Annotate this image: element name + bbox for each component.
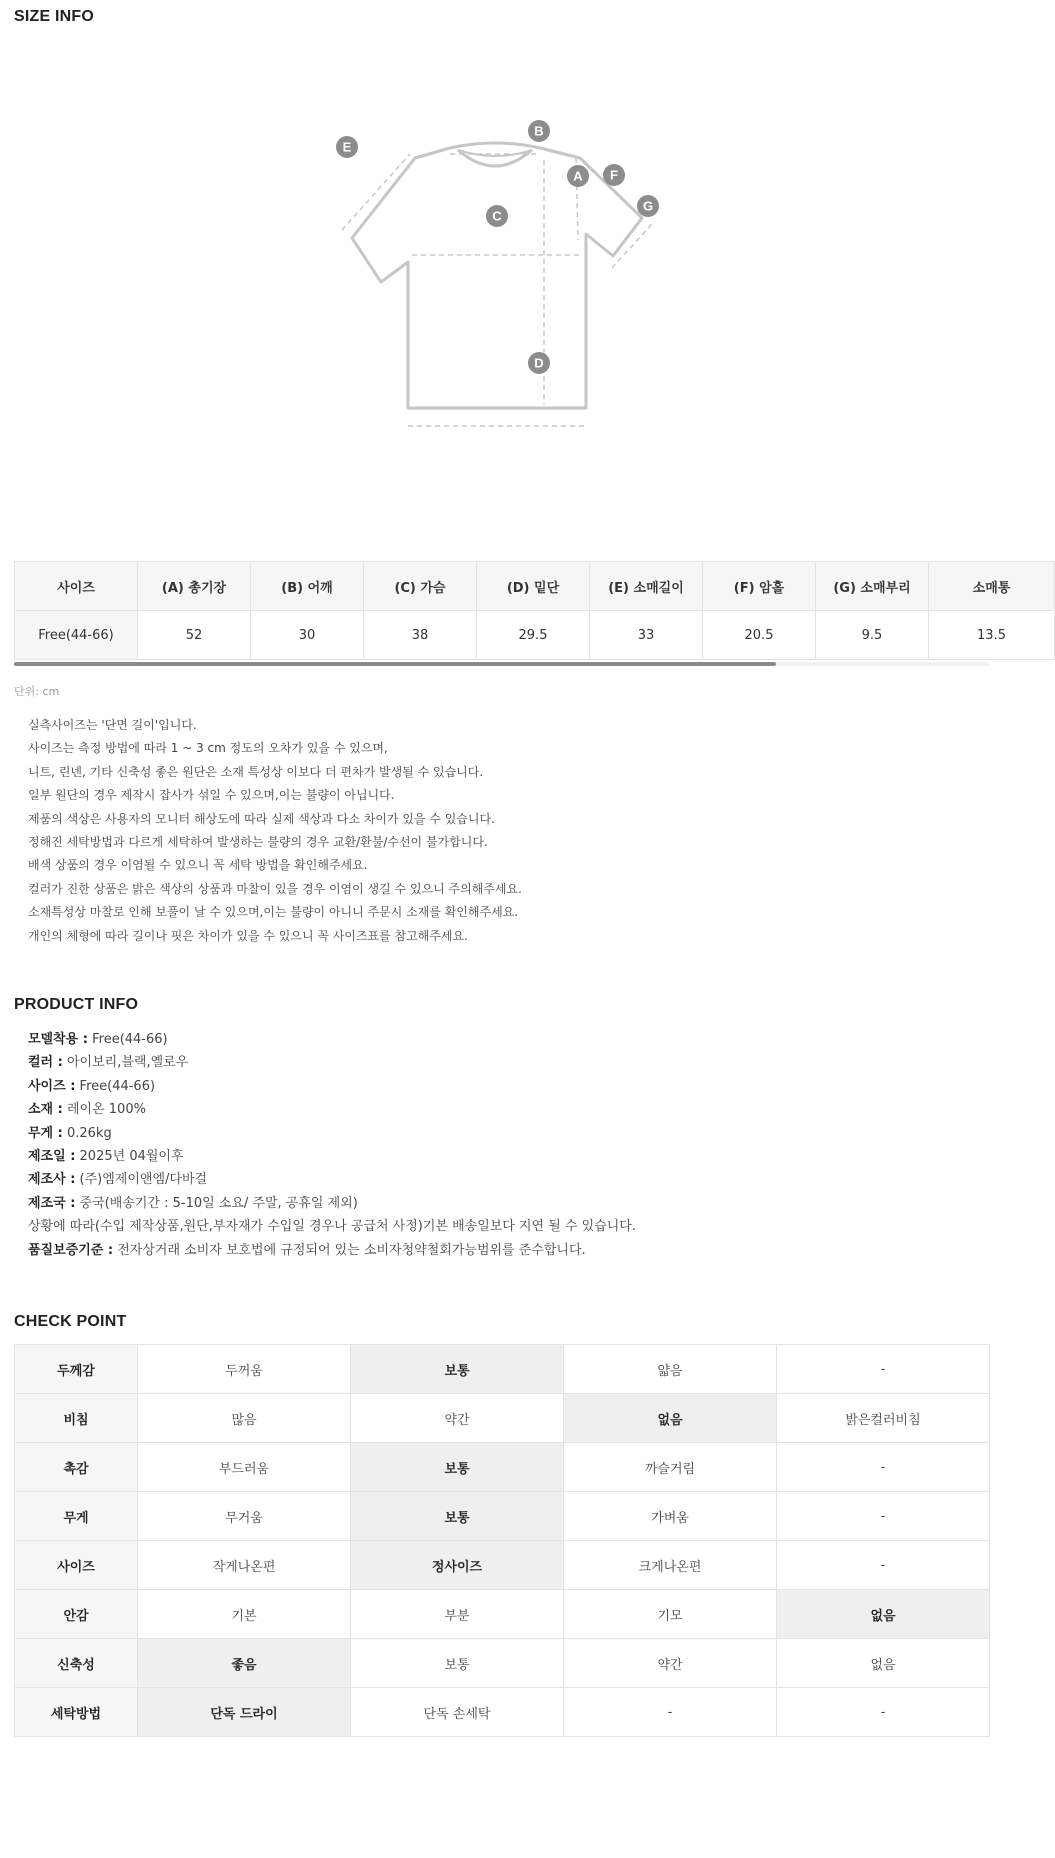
- size-col-header: (C) 가슴: [364, 562, 477, 611]
- size-note: 니트, 린넨, 기타 신축성 좋은 원단은 소재 특성상 이보다 더 편차가 발생될 수 있습니다.: [28, 764, 484, 779]
- check-option: -: [777, 1345, 990, 1394]
- check-option: 단독 손세탁: [351, 1688, 564, 1737]
- marker-d: [528, 352, 550, 374]
- marker-f: [603, 164, 625, 186]
- check-point-table: [14, 1344, 990, 1737]
- check-option: 까슬거림: [564, 1443, 777, 1492]
- check-option: 무거움: [138, 1492, 351, 1541]
- size-col-header: 사이즈: [15, 562, 138, 611]
- size-notes-list: [28, 714, 522, 948]
- check-option: 얇음: [564, 1345, 777, 1394]
- size-table-scroll[interactable]: [14, 561, 1011, 660]
- check-option-selected: 보통: [351, 1345, 564, 1394]
- size-note: 사이즈는 측정 방법에 따라 1 ~ 3 cm 정도의 오차가 있을 수 있으며,: [28, 741, 388, 756]
- size-table-header-row: [15, 562, 1055, 611]
- product-info-value: 레이온 100%: [62, 1102, 146, 1118]
- size-col-header: (E) 소매길이: [590, 562, 703, 611]
- product-info-item: [28, 1122, 636, 1145]
- size-col-header: 소매통: [929, 562, 1055, 611]
- size-cell: 13.5: [929, 611, 1055, 660]
- size-col-header: (B) 어깨: [251, 562, 364, 611]
- size-cell: 20.5: [703, 611, 816, 660]
- size-cell: 33: [590, 611, 703, 660]
- unit-note: 단위: cm: [14, 685, 60, 698]
- size-note: 소재특성상 마찰로 인해 보풀이 날 수 있으며,이는 불량이 아니니 주문시 소재를 확인해주세요.: [28, 905, 519, 920]
- product-info-item: [28, 1168, 636, 1191]
- product-info-item: [28, 1028, 636, 1051]
- product-info-item: [28, 1239, 636, 1262]
- marker-label: C: [492, 208, 502, 224]
- product-info-value: 2025년 04월이후: [75, 1149, 184, 1165]
- check-option: -: [777, 1688, 990, 1737]
- product-info-value: 0.26kg: [62, 1125, 112, 1141]
- check-option-selected: 단독 드라이: [138, 1688, 351, 1737]
- size-cell: 30: [251, 611, 364, 660]
- scrollbar-thumb[interactable]: [14, 662, 776, 666]
- product-info-label: 사이즈 :: [28, 1078, 76, 1094]
- size-cell: 52: [138, 611, 251, 660]
- check-option-selected: 정사이즈: [351, 1541, 564, 1590]
- product-info-value: 아이보리,블랙,옐로우: [62, 1055, 189, 1071]
- size-col-header: (D) 밑단: [477, 562, 590, 611]
- product-info-item: [28, 1051, 636, 1074]
- product-info-item: [28, 1098, 636, 1121]
- product-info-label: 무게 :: [28, 1125, 63, 1141]
- check-row-label: 촉감: [15, 1443, 138, 1492]
- check-option: 기본: [138, 1590, 351, 1639]
- check-row: [15, 1345, 990, 1394]
- check-option: 부분: [351, 1590, 564, 1639]
- check-row-label: 무게: [15, 1492, 138, 1541]
- check-option: 기모: [564, 1590, 777, 1639]
- product-info-label: 제조국 :: [28, 1195, 76, 1211]
- size-cell: Free(44-66): [15, 611, 138, 660]
- check-option: -: [777, 1443, 990, 1492]
- measure-line-e: [342, 154, 410, 230]
- check-row: [15, 1639, 990, 1688]
- size-info-title: SIZE INFO: [14, 8, 95, 25]
- marker-label: B: [534, 123, 544, 139]
- product-info-value: (주)엠제이앤엠/다바걸: [75, 1172, 208, 1188]
- size-note: 컬러가 진한 상품은 밝은 색상의 상품과 마찰이 있을 경우 이염이 생길 수 있으니 주의해주세요.: [28, 881, 522, 896]
- check-row-label: 안감: [15, 1590, 138, 1639]
- product-info-label: 제조일 :: [28, 1149, 76, 1165]
- product-info-label: 모델착용 :: [28, 1032, 88, 1047]
- size-note: 개인의 체형에 따라 길이나 핏은 차이가 있을 수 있으니 꼭 사이즈표를 참고해주세요.: [28, 928, 468, 943]
- check-row: [15, 1492, 990, 1541]
- check-option: 가벼움: [564, 1492, 777, 1541]
- product-info-value: 중국(배송기간 : 5-10일 소요/ 주말, 공휴일 제외): [75, 1195, 358, 1211]
- tshirt-outline: [352, 143, 642, 408]
- marker-label: D: [534, 355, 544, 371]
- check-option-selected: 없음: [564, 1394, 777, 1443]
- check-option: 보통: [351, 1639, 564, 1688]
- product-info-value: 상황에 따라(수입 제작상품,원단,부자재가 수입일 경우나 공급처 사정)기본 배송일보다 지연 될 수 있습니다.: [28, 1219, 636, 1235]
- product-info-title: PRODUCT INFO: [14, 996, 139, 1013]
- check-row: [15, 1541, 990, 1590]
- check-row-label: 신축성: [15, 1639, 138, 1688]
- size-col-header: (G) 소매부리: [816, 562, 929, 611]
- marker-label: F: [610, 167, 618, 183]
- check-option: 크게나온편: [564, 1541, 777, 1590]
- size-table: [14, 561, 1055, 660]
- product-info-label: 소재 :: [28, 1102, 63, 1118]
- product-info-value: Free(44-66): [87, 1032, 168, 1047]
- product-info-label: 제조사 :: [28, 1172, 76, 1188]
- size-note: 실측사이즈는 '단면 길이'입니다.: [28, 718, 197, 732]
- size-note: 정해진 세탁방법과 다르게 세탁하여 발생하는 불량의 경우 교환/환불/수선이 불가합니다.: [28, 835, 488, 850]
- tshirt-size-diagram: [330, 120, 660, 450]
- size-note: 일부 원단의 경우 제작시 잡사가 섞일 수 있으며,이는 불량이 아닙니다.: [28, 788, 395, 803]
- check-option-selected: 좋음: [138, 1639, 351, 1688]
- marker-e: [336, 136, 358, 158]
- marker-a: [567, 165, 589, 187]
- check-row: [15, 1590, 990, 1639]
- check-point-title: CHECK POINT: [14, 1313, 127, 1330]
- product-info-value: 전자상거래 소비자 보호법에 규정되어 있는 소비자청약철회가능범위를 준수합니다.: [113, 1242, 586, 1258]
- check-row-label: 두께감: [15, 1345, 138, 1394]
- check-option: 두꺼움: [138, 1345, 351, 1394]
- check-row-label: 사이즈: [15, 1541, 138, 1590]
- product-info-item: [28, 1192, 636, 1215]
- marker-b: [528, 120, 550, 142]
- check-row: [15, 1688, 990, 1737]
- size-cell: 9.5: [816, 611, 929, 660]
- check-option: 많음: [138, 1394, 351, 1443]
- check-option: 부드러움: [138, 1443, 351, 1492]
- check-option: -: [777, 1492, 990, 1541]
- check-option-selected: 보통: [351, 1443, 564, 1492]
- check-option-selected: 보통: [351, 1492, 564, 1541]
- marker-label: E: [342, 139, 352, 155]
- product-info-label: 컬러 :: [28, 1055, 63, 1071]
- check-option: 없음: [777, 1639, 990, 1688]
- marker-c: [486, 205, 508, 227]
- check-option: 약간: [564, 1639, 777, 1688]
- check-option: -: [777, 1541, 990, 1590]
- check-option: 작게나온편: [138, 1541, 351, 1590]
- size-table-row: [15, 611, 1055, 660]
- check-option-selected: 없음: [777, 1590, 990, 1639]
- product-info-item: [28, 1145, 636, 1168]
- size-note: 배색 상품의 경우 이염될 수 있으니 꼭 세탁 방법을 확인해주세요.: [28, 858, 368, 873]
- size-cell: 29.5: [477, 611, 590, 660]
- size-note: 제품의 색상은 사용자의 모니터 해상도에 따라 실제 색상과 다소 차이가 있을 수 있습니다.: [28, 811, 495, 826]
- size-cell: 38: [364, 611, 477, 660]
- check-option: -: [564, 1688, 777, 1737]
- product-info-item: [28, 1215, 636, 1238]
- check-option: 밝은컬러비침: [777, 1394, 990, 1443]
- size-col-header: (F) 암홀: [703, 562, 816, 611]
- size-col-header: (A) 총기장: [138, 562, 251, 611]
- product-info-list: [28, 1028, 636, 1262]
- marker-g: [637, 195, 659, 217]
- check-row: [15, 1394, 990, 1443]
- marker-label: G: [642, 198, 654, 214]
- check-row-label: 세탁방법: [15, 1688, 138, 1737]
- check-option: 약간: [351, 1394, 564, 1443]
- check-row-label: 비침: [15, 1394, 138, 1443]
- product-info-value: Free(44-66): [75, 1078, 156, 1094]
- product-info-item: [28, 1075, 636, 1098]
- marker-label: A: [573, 168, 583, 184]
- check-row: [15, 1443, 990, 1492]
- product-info-label: 품질보증기준 :: [28, 1242, 114, 1258]
